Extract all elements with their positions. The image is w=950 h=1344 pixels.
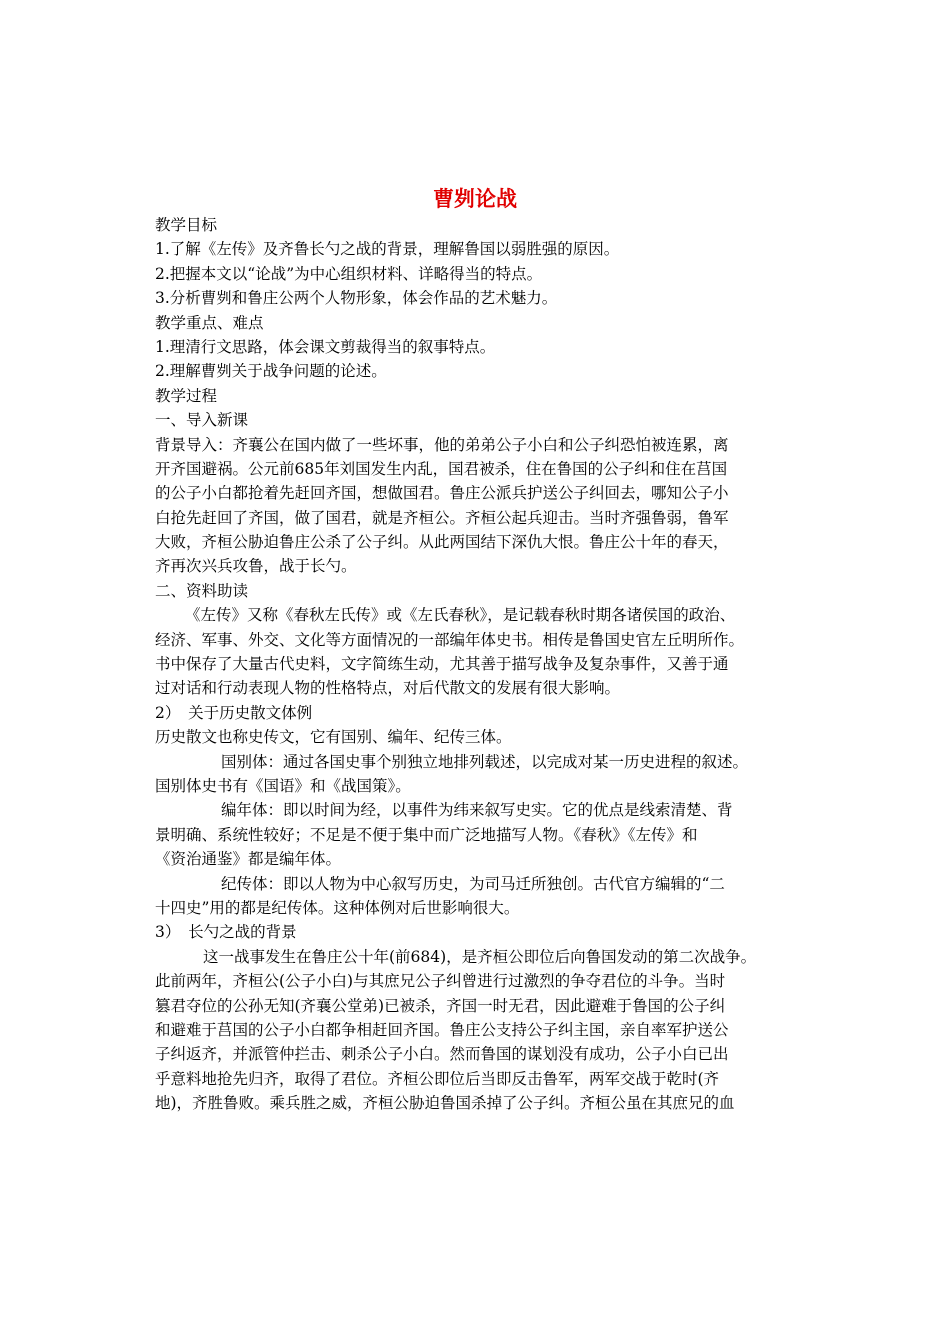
text-line: 3） 长勺之战的背景: [155, 923, 297, 942]
text-line: 的公子小白都抢着先赶回齐国，想做国君。鲁庄公派兵护送公子纠回去，哪知公子小: [155, 484, 729, 503]
text-line: 国别体：通过各国史事个别独立地排列载述，以完成对某一历史进程的叙述。: [221, 752, 749, 771]
document-body: [155, 213, 805, 1115]
text-line: 景明确、系统性较好；不足是不便于集中而广泛地描写人物。《春秋》《左传》和: [155, 825, 698, 844]
text-line: 2.理解曹刿关于战争问题的论述。: [155, 362, 387, 381]
text-line: 乎意料地抢先归齐，取得了君位。齐桓公即位后当即反击鲁军，两军交战于乾时(齐: [155, 1069, 720, 1088]
text-line: 国别体史书有《国语》和《战国策》。: [155, 776, 411, 795]
text-line: 子纠返齐，并派管仲拦击、刺杀公子小白。然而鲁国的谋划没有成功，公子小白已出: [155, 1045, 729, 1064]
text-line: 1.理清行文思路，体会课文剪裁得当的叙事特点。: [155, 337, 496, 356]
text-line: 3.分析曹刿和鲁庄公两个人物形象，体会作品的艺术魅力。: [155, 289, 558, 308]
text-line: 一、导入新课: [155, 411, 249, 430]
text-line: 编年体：即以时间为经，以事件为纬来叙写史实。它的优点是线索清楚、背: [221, 801, 733, 820]
text-line: 经济、军事、外交、文化等方面情况的一部编年体史书。相传是鲁国史官左丘明所作。: [155, 630, 745, 649]
text-line: 背景导入：齐襄公在国内做了一些坏事，他的弟弟公子小白和公子纠恐怕被连累，离: [155, 435, 729, 454]
text-line: 教学重点、难点: [155, 313, 264, 332]
text-line: 《资治通鉴》都是编年体。: [155, 850, 342, 869]
text-line: 十四史”用的都是纪传体。这种体例对后世影响很大。: [155, 898, 520, 917]
text-line: 齐再次兴兵攻鲁，战于长勺。: [155, 557, 357, 576]
text-line: 篡君夺位的公孙无知(齐襄公堂弟)已被杀，齐国一时无君，因此避难于鲁国的公子纠: [155, 996, 726, 1015]
text-line: 过对话和行动表现人物的性格特点，对后代散文的发展有很大影响。: [155, 679, 621, 698]
text-line: 地)，齐胜鲁败。乘兵胜之威，齐桓公胁迫鲁国杀掉了公子纠。齐桓公虽在其庶兄的血: [155, 1094, 735, 1113]
text-line: 二、资料助读: [155, 581, 249, 600]
text-line: 2.把握本文以“论战”为中心组织材料、详略得当的特点。: [155, 264, 543, 283]
text-line: 历史散文也称史传文，它有国别、编年、纪传三体。: [155, 728, 512, 747]
text-line: 教学目标: [155, 216, 218, 234]
text-line: 和避难于莒国的公子小白都争相赶回齐国。鲁庄公支持公子纠主国，亲自率军护送公: [155, 1020, 729, 1039]
text-line: 纪传体：即以人物为中心叙写历史，为司马迁所独创。古代官方编辑的“二: [221, 874, 725, 893]
text-line: 开齐国避祸。公元前685年刘国发生内乱，国君被杀，住在鲁国的公子纠和住在莒国: [155, 459, 728, 478]
text-line: 教学过程: [155, 386, 218, 405]
text-line: 白抢先赶回了齐国，做了国君，就是齐桓公。齐桓公起兵迎击。当时齐强鲁弱，鲁军: [155, 508, 729, 527]
text-line: 1.了解《左传》及齐鲁长勺之战的背景，理解鲁国以弱胜强的原因。: [155, 240, 620, 259]
text-line: 书中保存了大量古代史料，文字简练生动，尤其善于描写战争及复杂事件，又善于通: [155, 655, 729, 674]
text-line: 2） 关于历史散文体例: [155, 703, 313, 722]
text-line: 大败，齐桓公胁迫鲁庄公杀了公子纠。从此两国结下深仇大恨。鲁庄公十年的春天，: [155, 533, 729, 552]
document-title: 曹刿论战: [433, 186, 517, 211]
text-line: 此前两年，齐桓公(公子小白)与其庶兄公子纠曾进行过激烈的争夺君位的斗争。当时: [155, 972, 726, 991]
text-line: 《左传》又称《春秋左氏传》或《左氏春秋》，是记载春秋时期各诸侯国的政治、: [185, 606, 736, 625]
text-line: 这一战事发生在鲁庄公十年(前684)，是齐桓公即位后向鲁国发动的第二次战争。: [203, 947, 757, 966]
